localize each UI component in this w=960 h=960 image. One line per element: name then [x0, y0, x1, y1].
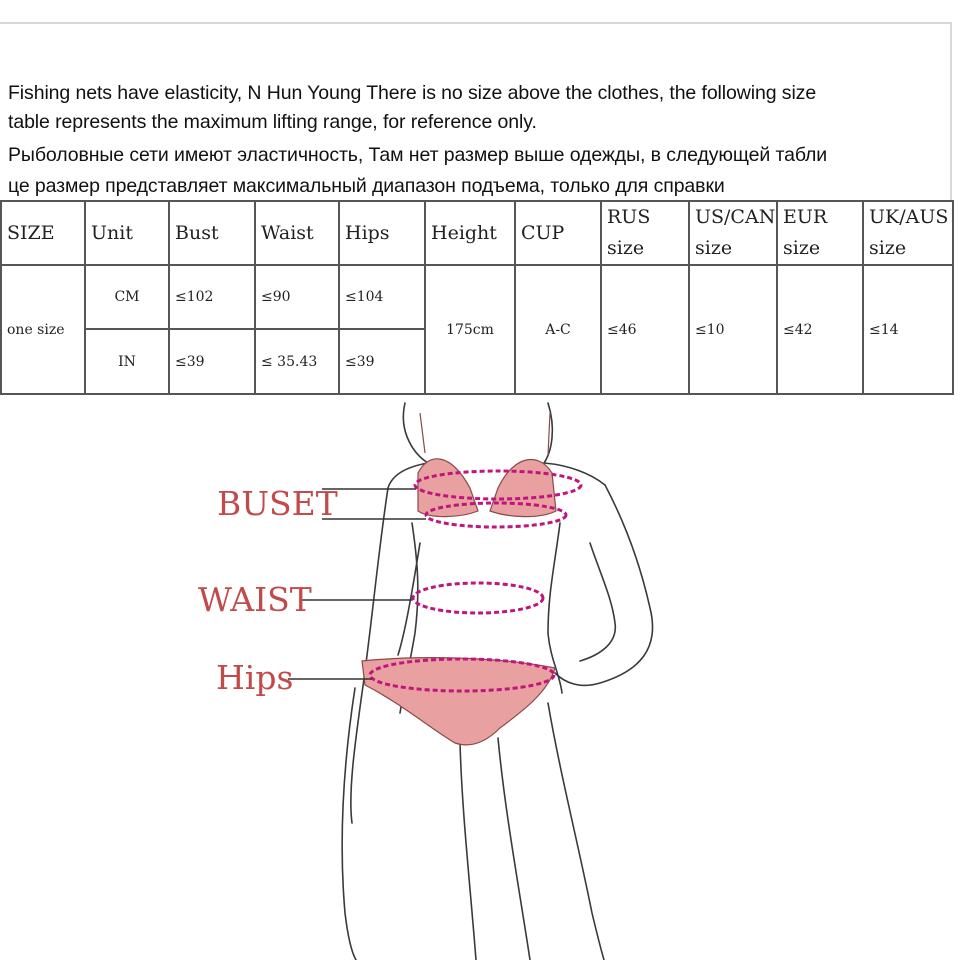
cell-hips-in: ≤39: [339, 329, 425, 394]
label-waist: WAIST: [198, 580, 312, 619]
cell-unit-cm: CM: [85, 265, 169, 329]
header-cup: CUP: [515, 201, 601, 265]
header-rus-line2: size: [607, 237, 645, 259]
header-rus-line1: RUS: [607, 206, 651, 228]
cell-waist-cm: ≤90: [255, 265, 339, 329]
cell-height: 175cm: [425, 265, 515, 394]
notice-box: [0, 22, 952, 200]
bikini-top: [418, 413, 556, 517]
header-eur-line1: EUR: [783, 206, 828, 228]
cell-unit-in: IN: [85, 329, 169, 394]
cell-size-name: one size: [1, 265, 85, 394]
body-sketch: [0, 393, 960, 960]
cell-eur: ≤42: [777, 265, 863, 394]
header-hips: Hips: [339, 201, 425, 265]
header-height: Height: [425, 201, 515, 265]
cell-bust-in: ≤39: [169, 329, 255, 394]
header-size: SIZE: [1, 201, 85, 265]
label-bust: BUSET: [217, 484, 338, 523]
waist-tape: [413, 583, 543, 613]
notice-line-en-1: Fishing nets have elasticity, N Hun Young There is no size above the clothes, the following size: [8, 82, 817, 104]
header-bust: Bust: [169, 201, 255, 265]
header-uk-aus: [863, 201, 953, 265]
header-uk-line1: UK/AUS: [869, 206, 949, 228]
size-table: [0, 200, 954, 395]
header-unit: Unit: [85, 201, 169, 265]
header-uk-line2: size: [869, 237, 907, 259]
cell-hips-cm: ≤104: [339, 265, 425, 329]
header-rus: [601, 201, 689, 265]
header-eur-line2: size: [783, 237, 821, 259]
cell-uk-aus: ≤14: [863, 265, 953, 394]
header-us-line1: US/CAN: [695, 206, 776, 228]
header-eur: [777, 201, 863, 265]
label-hips: Hips: [216, 658, 294, 697]
cell-cup: A-C: [515, 265, 601, 394]
table-row-cm: [1, 265, 953, 329]
cell-us-can: ≤10: [689, 265, 777, 394]
header-us-line2: size: [695, 237, 733, 259]
notice-line-ru-1: Рыболовные сети имеют эластичность, Там нет размер выше одежды, в следующей табли: [8, 144, 828, 166]
cell-rus: ≤46: [601, 265, 689, 394]
cell-bust-cm: ≤102: [169, 265, 255, 329]
notice-line-ru-2: це размер представляет максимальный диапазон подъема, только для справки: [8, 175, 725, 197]
notice-line-en-2: table represents the maximum lifting range, for reference only.: [8, 111, 537, 133]
cell-waist-in: ≤ 35.43: [255, 329, 339, 394]
bikini-bottom: [362, 658, 555, 745]
measurement-figure: [0, 393, 960, 960]
table-header-row: [1, 201, 953, 265]
header-us-can: [689, 201, 777, 265]
header-waist: Waist: [255, 201, 339, 265]
